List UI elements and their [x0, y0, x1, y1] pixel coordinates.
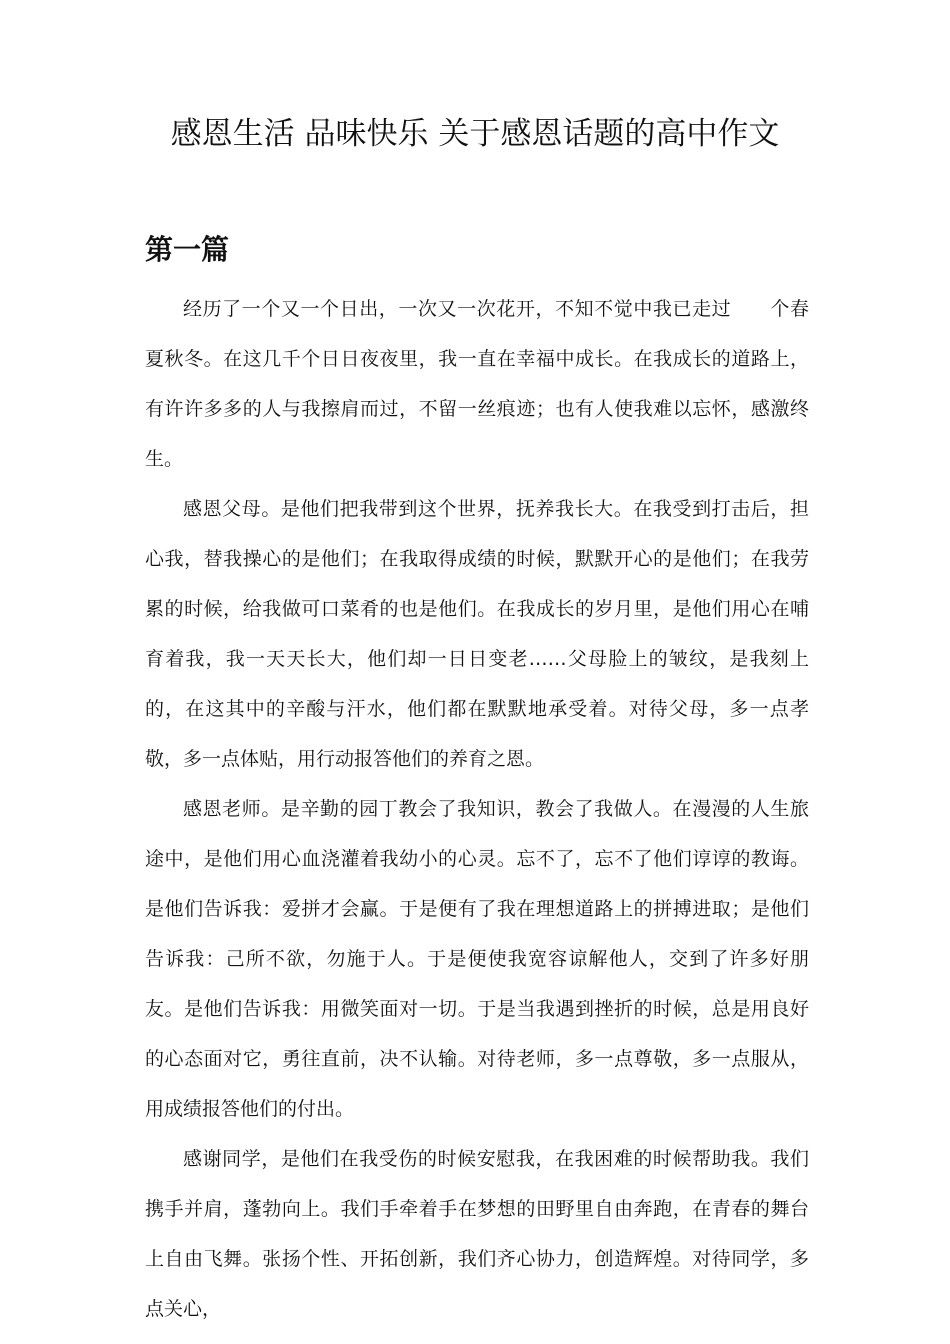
essay-body: [145, 284, 809, 1334]
paragraph-intro: 经历了一个又一个日出，一次又一次花开，不知不觉中我已走过 个春夏秋冬。在这几千个日日夜夜里，我一直在幸福中成长。在我成长的道路上，有许许多多的人与我擦肩而过，不留一丝痕迹；也有人使我难以忘怀，感激终生。: [145, 298, 809, 470]
paragraph-teachers: 感恩老师。是辛勤的园丁教会了我知识，教会了我做人。在漫漫的人生旅途中，是他们用心血浇灌着我幼小的心灵。忘不了，忘不了他们谆谆的教诲。是他们告诉我：爱拼才会赢。于是便有了我在理想道路上的拼搏进取；是他们告诉我：己所不欲，勿施于人。于是便使我宽容谅解他人，交到了许多好朋友。是他们告诉我：用微笑面对一切。于是当我遇到挫折的时候，总是用良好的心态面对它，勇往直前，决不认输。对待老师，多一点尊敬，多一点服从，用成绩报答他们的付出。: [145, 798, 809, 1120]
section-heading: 第一篇: [145, 233, 230, 266]
paragraph-classmates: 感谢同学，是他们在我受伤的时候安慰我，在我困难的时候帮助我。我们携手并肩，蓬勃向上。我们手牵着手在梦想的田野里自由奔跑，在青春的舞台上自由飞舞。张扬个性、开拓创新，我们齐心协力，创造辉煌。对待同学，多点关心，: [145, 1148, 809, 1320]
paragraph-parents: 感恩父母。是他们把我带到这个世界，抚养我长大。在我受到打击后，担心我，替我操心的是他们；在我取得成绩的时候，默默开心的是他们；在我劳累的时候，给我做可口菜肴的也是他们。在我成长的岁月里，是他们用心在哺育着我，我一天天长大，他们却一日日变老……父母脸上的皱纹，是我刻上的，在这其中的辛酸与汗水，他们都在默默地承受着。对待父母，多一点孝敬，多一点体贴，用行动报答他们的养育之恩。: [145, 498, 809, 770]
document-title: 感恩生活 品味快乐 关于感恩话题的高中作文: [170, 116, 780, 152]
